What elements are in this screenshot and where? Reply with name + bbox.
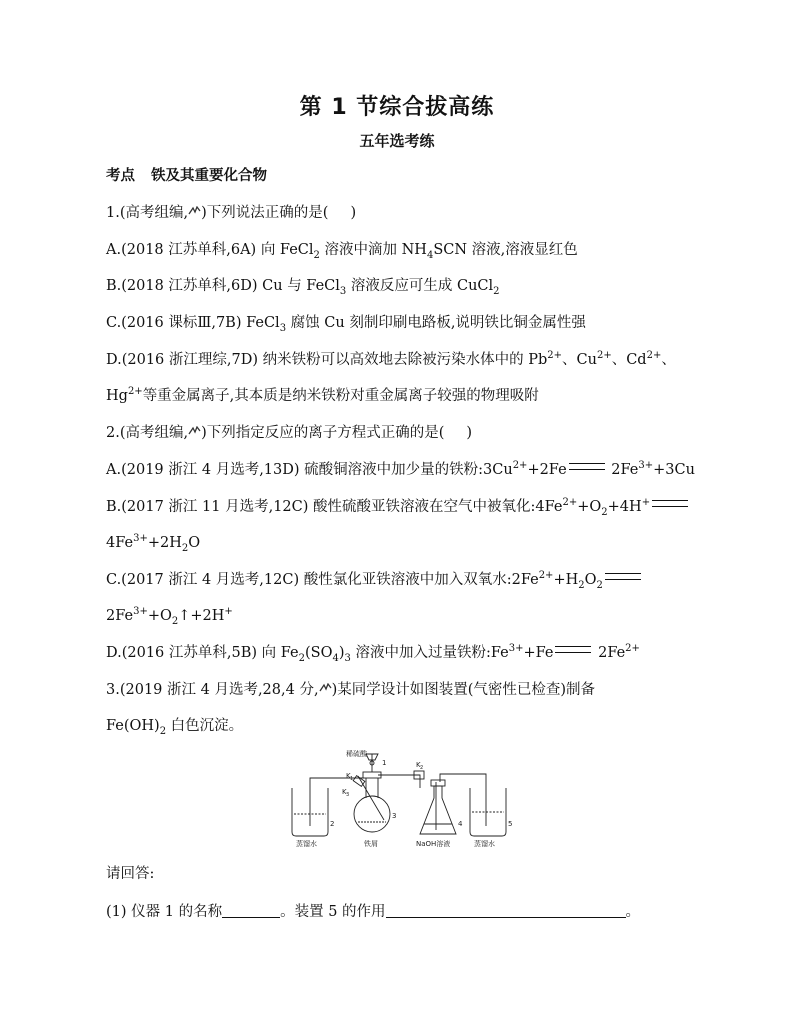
flask-3 bbox=[354, 796, 390, 832]
q2-option-b-cont: $4Fe^{3+}+2H_2O$ bbox=[106, 533, 201, 554]
q1-stem: 1.(高考组编, )下列说法正确的是( ) bbox=[106, 205, 357, 221]
svg-text:3: 3 bbox=[392, 812, 397, 820]
label-water-2: 蒸馏水 bbox=[474, 840, 495, 848]
q1-option-a: A.(2018 江苏单科,6A) 向 FeCl$_2$ 溶液中滴加 $NH_4SCN$ 溶液,溶液显红色 bbox=[106, 242, 578, 261]
q3-stem: 3.(2019 浙江 4 月选考,28,4 分, )某同学设计如图装置(气密性已检查)制备 bbox=[106, 682, 596, 698]
svg-text:2: 2 bbox=[330, 820, 335, 828]
svg-text:3: 3 bbox=[346, 792, 350, 798]
q2-stem: 2.(高考组编, )下列指定反应的离子方程式正确的是( ) bbox=[106, 425, 473, 441]
q1-option-b: B.(2018 江苏单科,6D) Cu 与 FeCl$_3$ 溶液反应可生成 CuCl$_2$ bbox=[106, 278, 500, 297]
svg-text:1: 1 bbox=[350, 776, 354, 782]
svg-text:K: K bbox=[346, 772, 351, 780]
answer-prompt: 请回答: bbox=[106, 866, 155, 882]
answer-blank-1[interactable] bbox=[222, 903, 280, 918]
star-icon bbox=[188, 426, 201, 436]
q2-option-c-cont: $2Fe^{3+}+O_2↑+2H^+$ bbox=[106, 606, 233, 627]
page-title: 第 1 节综合拔高练 bbox=[299, 95, 495, 120]
svg-text:5: 5 bbox=[508, 820, 513, 828]
q1-option-d: D.(2016 浙江理综,7D) 纳米铁粉可以高效地去除被污染水体中的 $Pb^{2+}$、$Cu^{2+}$、$Cd^{2+}$、 bbox=[106, 350, 676, 368]
label-water-1: 蒸馏水 bbox=[296, 840, 317, 848]
q2-option-a: A.(2019 浙江 4 月选考,13D) 硫酸铜溶液中加少量的铁粉$:3Cu^{2+}+2Fe$ $2Fe^{3+}+3Cu$ bbox=[106, 460, 695, 478]
svg-text:K: K bbox=[416, 761, 421, 769]
q1-option-c: C.(2016 课标Ⅲ,7B) FeCl$_3$ 腐蚀 Cu 刻制印刷电路板,说明铁比铜金属性强 bbox=[106, 315, 586, 334]
star-icon bbox=[319, 683, 332, 693]
page-subtitle: 五年选考练 bbox=[359, 132, 435, 150]
flask-4 bbox=[420, 786, 456, 834]
answer-blank-2[interactable] bbox=[386, 903, 626, 918]
funnel-1 bbox=[366, 754, 378, 772]
q1-option-d-cont: $Hg^{2+}$等重金属离子,其本质是纳米铁粉对重金属离子较强的物理吸附 bbox=[106, 386, 539, 404]
equals-sign bbox=[605, 573, 641, 580]
label-iron: 铁屑 bbox=[364, 840, 378, 848]
section-topic: 铁及其重要化合物 bbox=[151, 168, 267, 184]
section-heading bbox=[106, 166, 267, 186]
svg-text:2: 2 bbox=[420, 765, 424, 771]
q2-option-c: C.(2017 浙江 4 月选考,12C) 酸性氯化亚铁溶液中加入双氧水$:2Fe^{2+}+H_2O_2$ bbox=[106, 570, 643, 590]
svg-text:4: 4 bbox=[458, 820, 463, 828]
q2-option-b: B.(2017 浙江 11 月选考,12C) 酸性硫酸亚铁溶液在空气中被氧化$:4Fe^{2+}+O_2+4H^+$ bbox=[106, 497, 690, 517]
star-icon bbox=[188, 206, 201, 216]
equals-sign bbox=[569, 463, 605, 470]
q3-sub-question-1: (1) 仪器 1 的名称 。装置 5 的作用 。 bbox=[106, 904, 641, 920]
equals-sign bbox=[652, 500, 688, 507]
label-acid: 稀硫酸 bbox=[346, 750, 367, 758]
apparatus-figure bbox=[286, 748, 520, 848]
section-label: 考点 bbox=[106, 168, 135, 184]
equals-sign bbox=[555, 646, 591, 653]
svg-text:1: 1 bbox=[382, 759, 387, 767]
label-naoh: NaOH溶液 bbox=[416, 840, 451, 848]
q2-option-d: D.(2016 江苏单科,5B) 向 $Fe_2(SO_4)_3$ 溶液中加入过量铁粉$:Fe^{3+}+Fe$ $2Fe^{2+}$ bbox=[106, 643, 640, 664]
q3-stem-cont: $Fe(OH)_2$ 白色沉淀。 bbox=[106, 718, 244, 737]
svg-text:K: K bbox=[342, 788, 347, 796]
